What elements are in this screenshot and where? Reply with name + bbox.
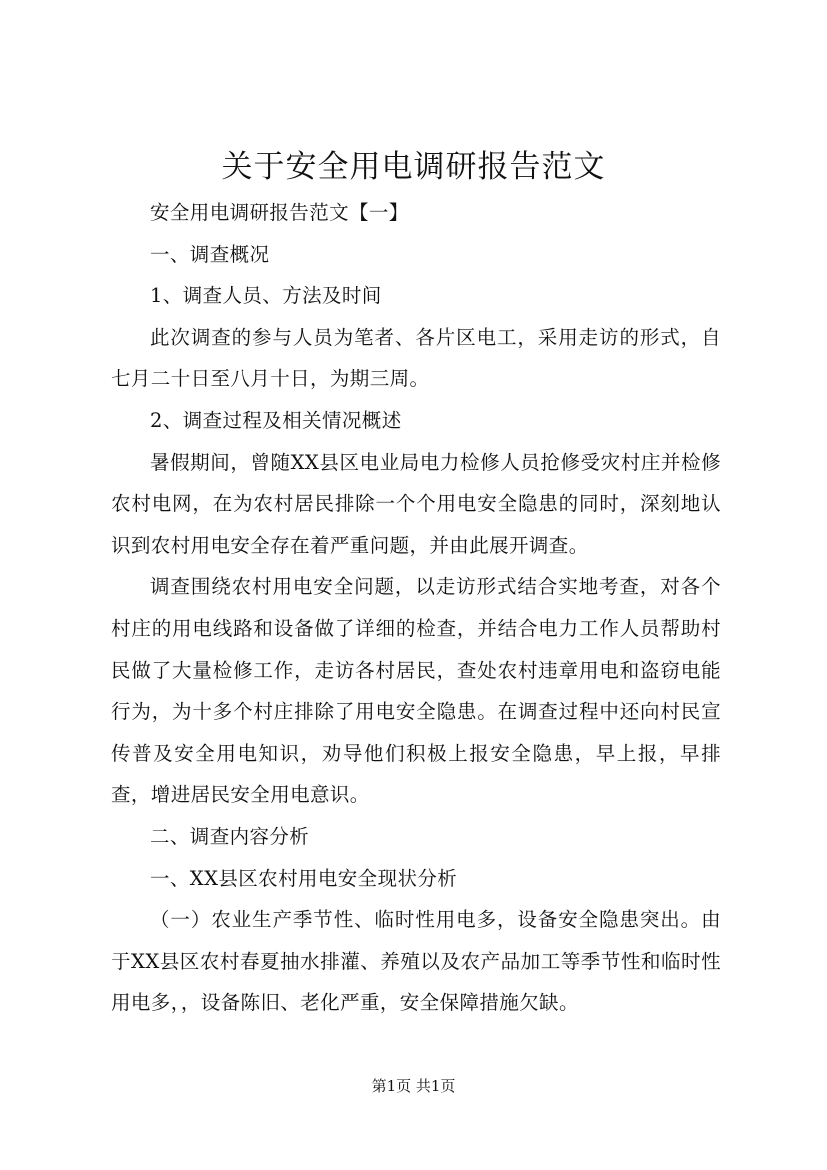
heading-survey-overview: 一、调查概况 [150, 242, 270, 266]
paragraph-personnel: 此次调查的参与人员为笔者、各片区电工，采用走访的形式，自七月二十日至八月十日，为期三周。 [111, 325, 721, 391]
page-footer: 第1页 共1页 [371, 1077, 456, 1095]
heading-content-analysis: 二、调查内容分析 [150, 824, 310, 848]
paragraph-seasonal-usage: （一）农业生产季节性、临时性用电多，设备安全隐患突出。由于XX县区农村春夏抽水排灌、养殖以及农产品加工等季节性和临时性用电多，，设备陈旧、老化严重，安全保障措施欠缺。 [111, 908, 721, 1015]
paragraph-process: 暑假期间，曾随XX县区电业局电力检修人员抢修受灾村庄并检修农村电网，在为农村居民排除一个个用电安全隐患的同时，深刻地认识到农村用电安全存在着严重问题，并由此展开调查。 [111, 450, 721, 557]
section-heading-1: 安全用电调研报告范文【一】 [150, 201, 409, 224]
document-body [111, 192, 721, 1024]
heading-personnel-method: 1、调查人员、方法及时间 [150, 284, 382, 308]
heading-status-analysis: 一、XX县区农村用电安全现状分析 [150, 866, 458, 890]
document-title: 关于安全用电调研报告范文 [221, 149, 606, 185]
paragraph-investigation: 调查围绕农村用电安全问题，以走访形式结合实地考查，对各个村庄的用电线路和设备做了详细的检查，并结合电力工作人员帮助村民做了大量检修工作，走访各村居民，查处农村违章用电和盗窃电能行为，为十多个村庄排除了用电安全隐患。在调查过程中还向村民宣传普及安全用电知识，劝导他们积极上报安全隐患，早上报，早排查，增进居民安全用电意识。 [111, 575, 721, 807]
heading-process: 2、调查过程及相关情况概述 [150, 408, 402, 432]
